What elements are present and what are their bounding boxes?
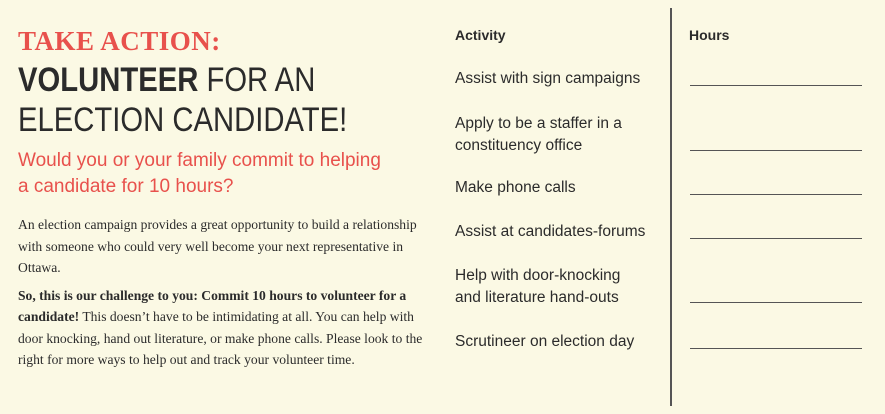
headline-line-2: ELECTION CANDIDATE! [18, 101, 348, 139]
headline-bold: VOLUNTEER [18, 61, 199, 99]
activity-candidates-forums [455, 221, 655, 243]
intro-section [18, 26, 438, 371]
question-line-2: a candidate for 10 hours? [18, 176, 234, 197]
activity-line: Apply to be a staffer in a [455, 115, 622, 132]
hours-field-door-knocking[interactable] [690, 302, 862, 303]
activity-line: Help with door-knocking [455, 267, 621, 284]
activity-line: Assist at candidates-forums [455, 223, 646, 240]
take-action-heading: TAKE ACTION: [18, 26, 221, 56]
activity-line: constituency office [455, 137, 583, 154]
activity-phone-calls [455, 177, 655, 199]
hours-field-scrutineer[interactable] [690, 348, 862, 349]
activity-door-knocking [455, 265, 655, 309]
headline-line-1 [18, 60, 439, 100]
question-line-1: Would you or your family commit to helping [18, 150, 381, 171]
activity-sign-campaigns [455, 68, 655, 90]
activity-header: Activity [455, 27, 506, 43]
challenge-bold: So, this is our challenge to you: Commit 10 hours to volunteer for a candidate! [18, 287, 407, 324]
activity-line: Scrutineer on election day [455, 333, 635, 350]
activity-line: Make phone calls [455, 179, 576, 196]
activity-scrutineer [455, 331, 655, 353]
hours-header: Hours [689, 27, 730, 43]
hours-field-staffer[interactable] [690, 150, 862, 151]
activity-staffer [455, 113, 655, 157]
headline [18, 60, 439, 140]
intro-paragraph: An election campaign provides a great opportunity to build a relationship with someone who could very well become your next representative in Ottawa. [18, 217, 417, 275]
challenge-paragraph [18, 285, 438, 371]
headline-rest: FOR AN [198, 61, 316, 99]
activity-line: and literature hand-outs [455, 289, 619, 306]
hours-field-sign-campaigns[interactable] [690, 85, 862, 86]
column-divider [670, 8, 672, 406]
activity-line: Assist with sign campaigns [455, 70, 641, 87]
challenge-rest: This doesn’t have to be intimidating at all. You can help with door knocking, hand out literature, or make phone calls. Please look to the right for more ways to help out and track your volunteer time. [18, 309, 423, 367]
hours-field-candidates-forums[interactable] [690, 238, 862, 239]
hours-field-phone-calls[interactable] [690, 194, 862, 195]
question [18, 148, 438, 200]
